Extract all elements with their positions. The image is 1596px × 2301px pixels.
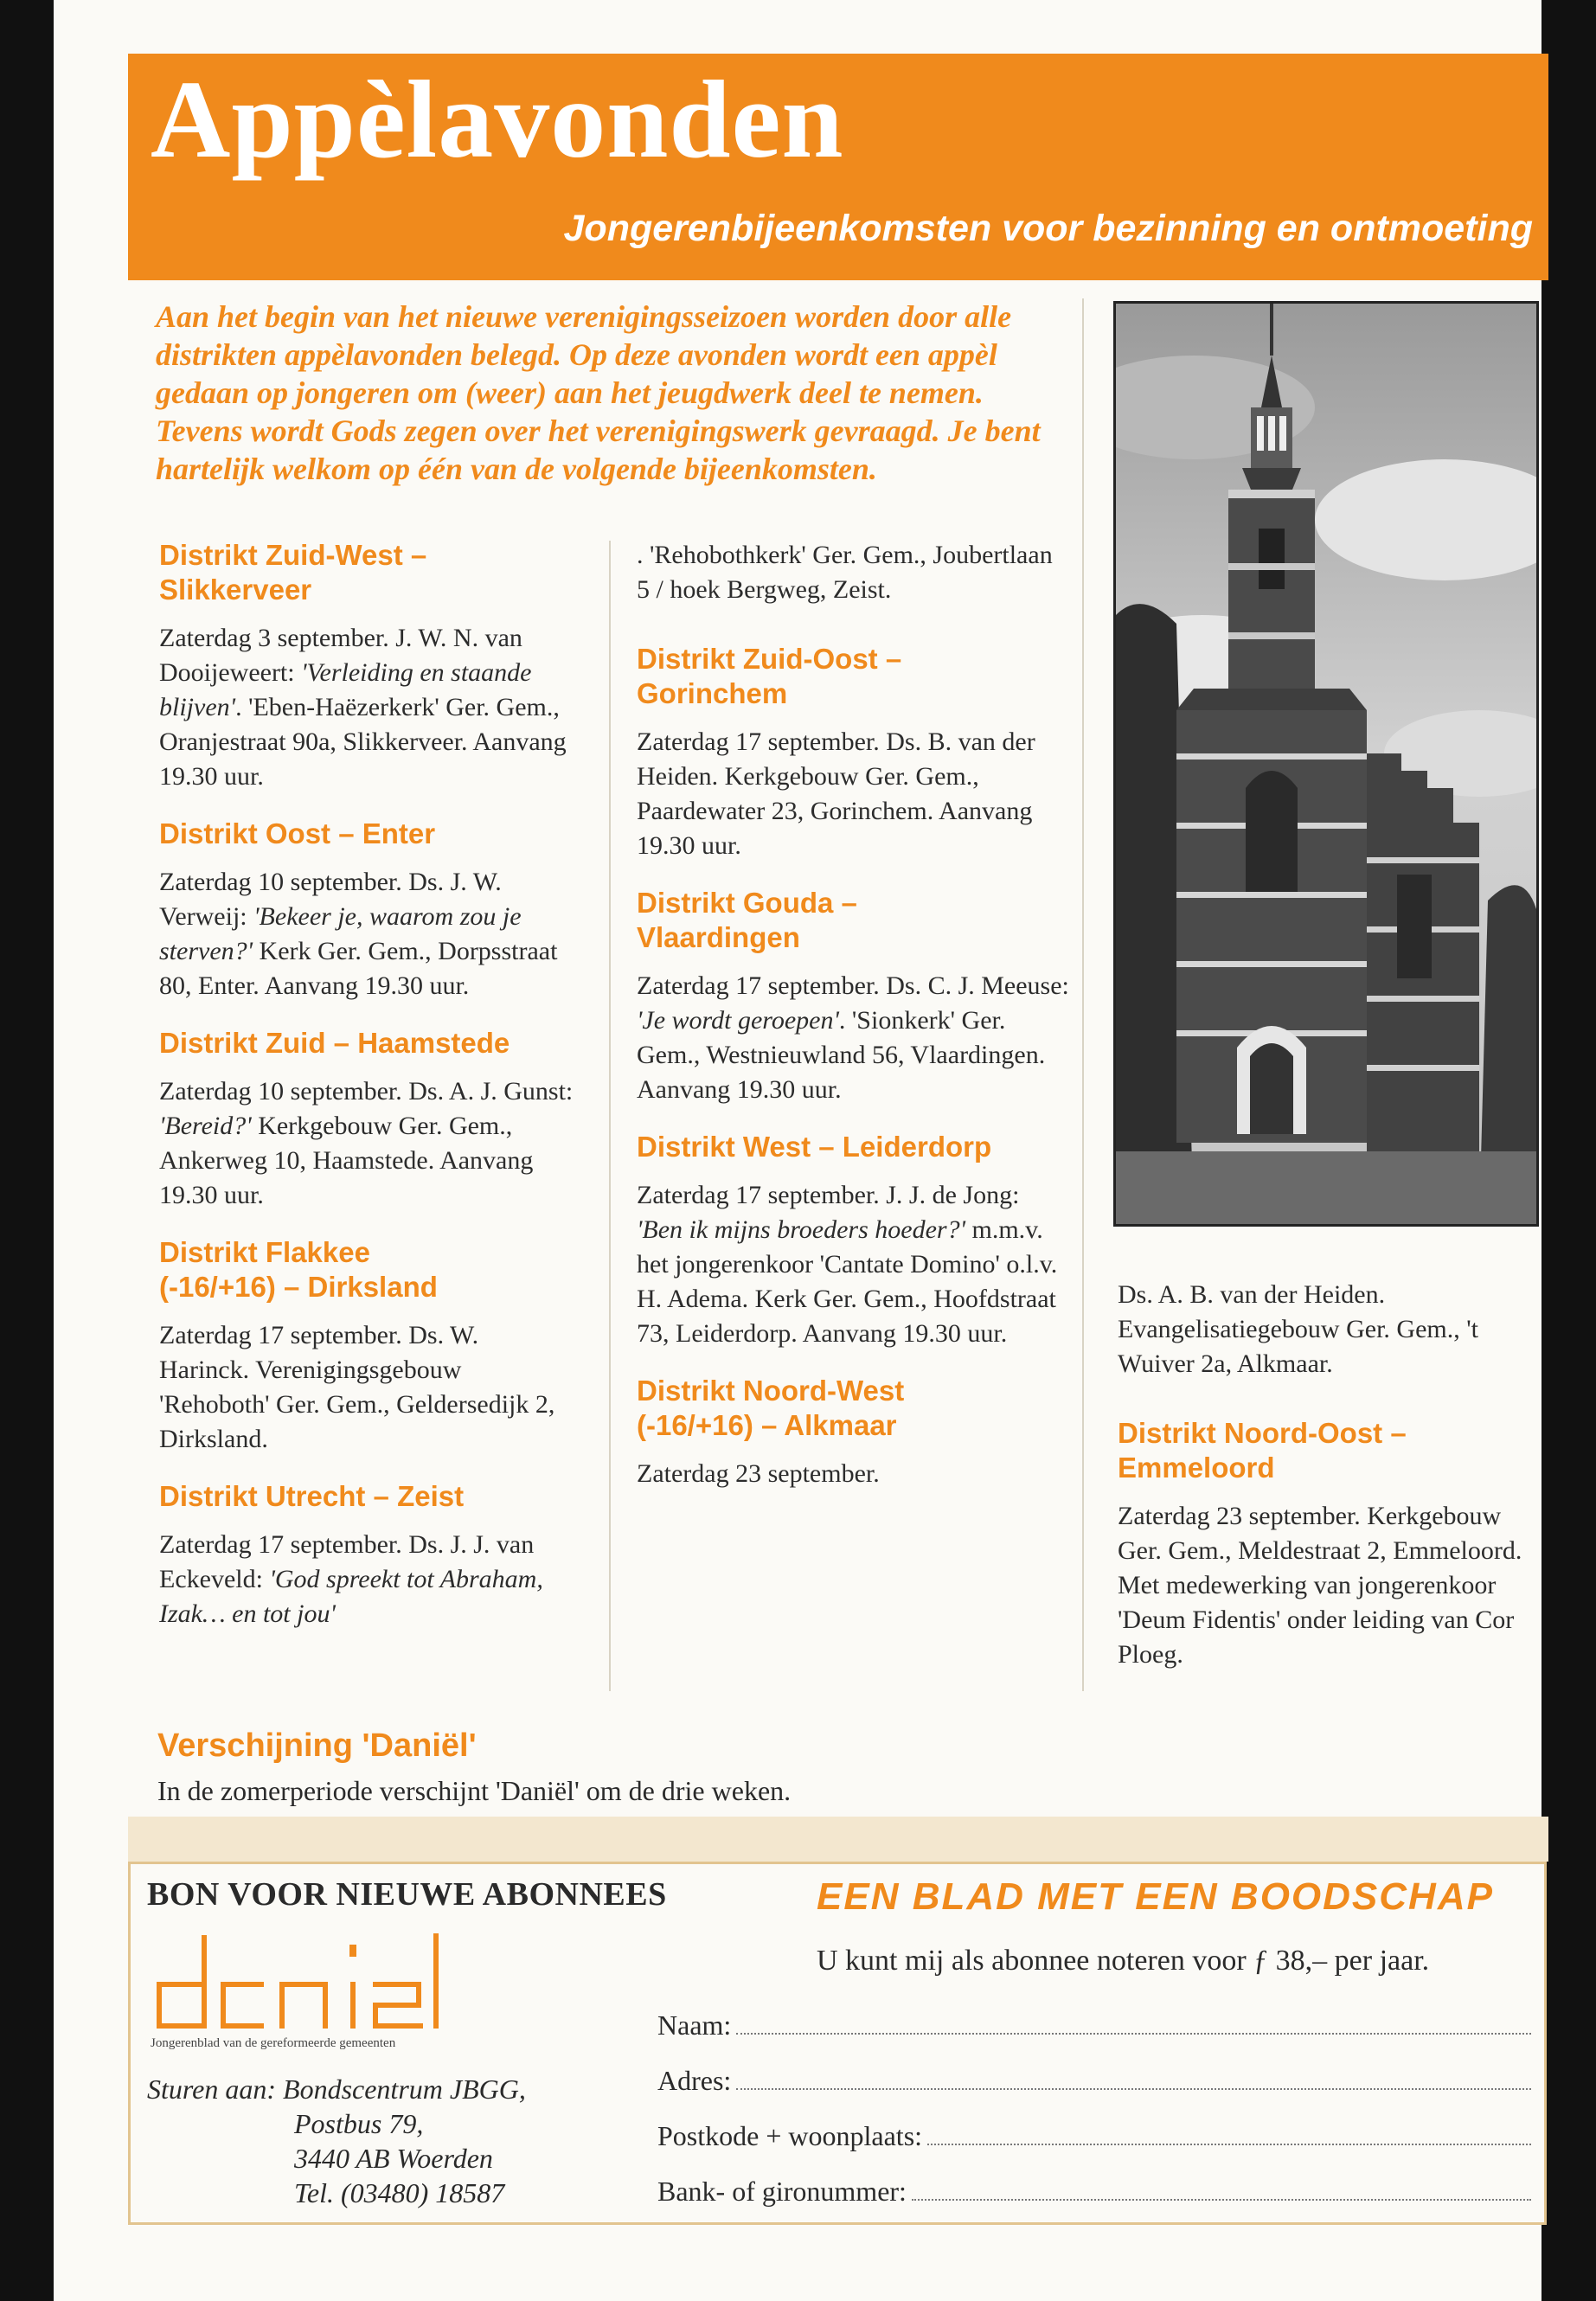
district-text-utrecht-start: [159, 1528, 574, 1631]
bank-label: Bank- of gironummer:: [657, 2176, 907, 2207]
district-title: Distrikt Flakkee: [159, 1236, 370, 1268]
name-label: Naam:: [657, 2009, 732, 2041]
district-text-noordoost: Zaterdag 23 september. Kerkgebouw Ger. Gem., Meldestraat 2, Emmeloord. Met medewerking van jongerenkoor 'Deum Fidentis' onder leiding van Cor Ploeg.: [1118, 1502, 1522, 1669]
notice-text: In de zomerperiode verschijnt 'Daniël' om de drie weken.: [157, 1775, 792, 1806]
church-photo: [1113, 301, 1539, 1227]
district-text-west: [637, 1178, 1069, 1351]
district-place: Vlaardingen: [637, 921, 800, 953]
column-left: [159, 538, 574, 1654]
subscription-offer: U kunt mij als abonnee noteren voor ƒ 38,– per jaar.: [817, 1945, 1430, 1977]
postcode-field[interactable]: [927, 2118, 1531, 2145]
district-title: Distrikt Zuid-West –: [159, 539, 427, 571]
text-part: Zaterdag 10 september. Ds. A. J. Gunst:: [159, 1077, 574, 1106]
postcode-label: Postkode + woonplaats:: [657, 2120, 923, 2151]
text-part: Zaterdag 17 september. J. J. de Jong:: [637, 1181, 1020, 1209]
district-text-gouda: [637, 969, 1069, 1107]
notice-heading: Verschijning 'Daniël': [157, 1727, 477, 1764]
postal-address: [294, 2106, 504, 2210]
column-divider: [1082, 298, 1084, 1691]
scan-left-edge: [0, 0, 54, 2301]
district-heading-west: Distrikt West – Leiderdorp: [637, 1131, 992, 1163]
district-heading-noordoost: [1118, 1416, 1533, 1485]
name-field-row: [657, 2003, 1531, 2041]
district-heading-flakkee: [159, 1235, 574, 1304]
address-field[interactable]: [736, 2062, 1531, 2090]
district-place: Gorinchem: [637, 677, 788, 709]
column-divider: [609, 541, 611, 1691]
district-heading-zuid: Distrikt Zuid – Haamstede: [159, 1027, 510, 1059]
address-label: Adres:: [657, 2065, 732, 2096]
page-subtitle: Jongerenbijeenkomsten voor bezinning en ontmoeting: [563, 208, 1533, 249]
address-line: 3440 AB Woerden: [294, 2143, 493, 2174]
theme-text: 'Ben ik mijns broeders hoeder?': [637, 1215, 965, 1244]
coupon-title: BON VOOR NIEUWE ABONNEES: [147, 1876, 667, 1913]
text-part: Zaterdag 17 september. Ds. C. J. Meeuse:: [637, 971, 1069, 1000]
church-illustration: [1116, 304, 1536, 1224]
district-heading-zuidoost: [637, 642, 1069, 711]
district-place: (-16/+16) – Dirksland: [159, 1271, 438, 1303]
text-part: . 'Sionkerk' Ger. Gem., Westnieuwland 56, Vlaardingen. Aanvang 19.30 uur.: [637, 1006, 1046, 1104]
district-title: Distrikt Zuid-Oost –: [637, 643, 902, 675]
text-part: Zaterdag 10 september. Ds. J. W. Verweij:: [159, 868, 502, 931]
district-title: Distrikt Noord-West: [637, 1375, 905, 1407]
theme-text: 'Bereid?': [159, 1112, 252, 1140]
coupon-slogan: EEN BLAD MET EEN BOODSCHAP: [817, 1875, 1494, 1918]
bank-field[interactable]: [912, 2173, 1531, 2201]
page-header: [128, 54, 1548, 280]
logo-tagline: Jongerenblad van de gereformeerde gemeenten: [151, 2036, 396, 2050]
theme-text: 'Verleiding en staande blijven': [159, 658, 532, 721]
bank-field-row: [657, 2170, 1531, 2208]
notice-verschijning: [157, 1726, 1455, 1809]
text-part: Kerkgebouw Ger. Gem., Ankerweg 10, Haamstede. Aanvang 19.30 uur.: [159, 1112, 534, 1209]
district-text-noordwest-start: Zaterdag 23 september.: [637, 1459, 880, 1488]
send-label: [147, 2072, 526, 2106]
text-part: Kerk Ger. Gem., Dorpsstraat 80, Enter. Aanvang 19.30 uur.: [159, 937, 558, 1000]
text-part: . 'Eben-Haëzerkerk' Ger. Gem., Oranjestraat 90a, Slikkerveer. Aanvang 19.30 uur.: [159, 693, 567, 791]
page-title: Appèlavonden: [151, 58, 844, 181]
send-label-text: Sturen aan:: [147, 2073, 277, 2105]
district-text-flakkee: Zaterdag 17 september. Ds. W. Harinck. Verenigingsgebouw 'Rehoboth' Ger. Gem., Geldersedijk 2, Dirksland.: [159, 1321, 555, 1453]
district-text-oost: [159, 865, 574, 1003]
text-part: Zaterdag 3 september. J. W. N. van Dooijeweert:: [159, 624, 522, 687]
district-heading-utrecht: Distrikt Utrecht – Zeist: [159, 1480, 465, 1512]
theme-text: 'Je wordt geroepen': [637, 1006, 839, 1035]
district-text-noordwest-cont: Ds. A. B. van der Heiden. Evangelisatiegebouw Ger. Gem., 't Wuiver 2a, Alkmaar.: [1118, 1280, 1478, 1378]
scan-right-edge: [1542, 0, 1596, 2301]
text-part: m.m.v. het jongerenkoor 'Cantate Domino' o.l.v. H. Adema. Kerk Ger. Gem., Hoofdstraat 73, Leiderdorp. Aanvang 19.30 uur.: [637, 1215, 1058, 1348]
address-field-row: [657, 2059, 1531, 2097]
text-part: Zaterdag 17 september. Ds. J. J. van Eckeveld:: [159, 1530, 535, 1593]
theme-text: 'Bekeer je, waarom zou je sterven?': [159, 902, 522, 965]
district-heading-zuidwest: [159, 538, 574, 607]
separator-band: [128, 1817, 1548, 1862]
district-title: Distrikt Noord-Oost –: [1118, 1417, 1407, 1449]
district-heading-oost: Distrikt Oost – Enter: [159, 817, 436, 849]
daniel-logo: [152, 1920, 443, 2041]
district-place: Slikkerveer: [159, 574, 312, 606]
intro-text: Aan het begin van het nieuwe verenigingsseizoen worden door alle distrikten appèlavonden belegd. Op deze avonden wordt een appèl gedaan op jongeren om (weer) aan het jeugdwerk deel te nemen. Tevens wordt Gods zegen over het verenigingswerk gevraagd. Je bent hartelijk welkom op één van de volgende bijeenkomsten.: [156, 299, 1041, 486]
district-text-zuidoost: Zaterdag 17 september. Ds. B. van der Heiden. Kerkgebouw Ger. Gem., Paardewater 23, Gorinchem. Aanvang 19.30 uur.: [637, 727, 1035, 860]
district-place: (-16/+16) – Alkmaar: [637, 1409, 897, 1441]
address-line: Tel. (03480) 18587: [294, 2177, 505, 2208]
address-line: Postbus 79,: [294, 2108, 424, 2139]
column-middle: [637, 538, 1069, 1514]
postcode-field-row: [657, 2114, 1531, 2152]
district-title: Distrikt Gouda –: [637, 887, 857, 919]
district-place: Emmeloord: [1118, 1452, 1275, 1484]
district-text-utrecht-cont: . 'Rehobothkerk' Ger. Gem., Joubertlaan 5 / hoek Bergweg, Zeist.: [637, 541, 1053, 604]
theme-text: 'God spreekt tot Abraham, Izak… en tot jou': [159, 1565, 543, 1628]
district-heading-noordwest: [637, 1374, 1069, 1443]
district-text-zuid: [159, 1074, 574, 1213]
district-heading-gouda: [637, 886, 1069, 955]
name-field[interactable]: [736, 2007, 1531, 2035]
address-line: Bondscentrum JBGG,: [283, 2073, 526, 2105]
column-right: [1118, 1278, 1533, 1695]
district-text-zuidwest: [159, 621, 574, 794]
